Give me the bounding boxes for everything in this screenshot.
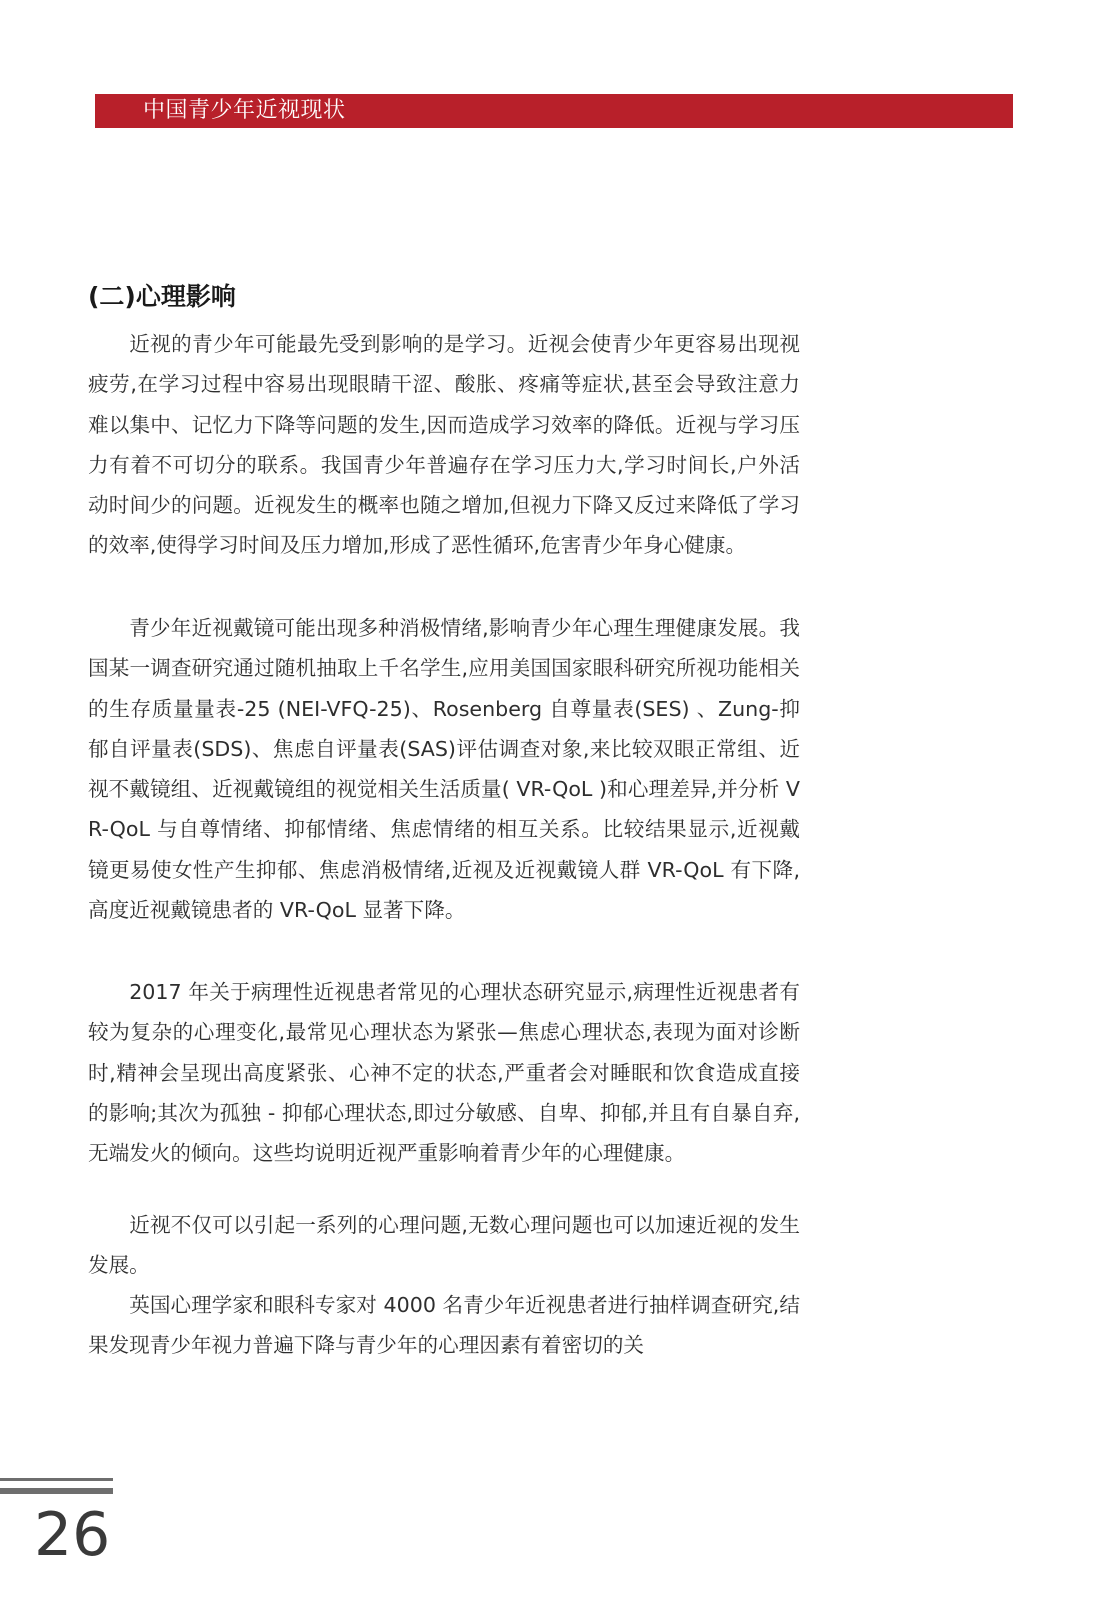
paragraph-5: 英国心理学家和眼科专家对 4000 名青少年近视患者进行抽样调查研究,结果发现青少年视力普遍下降与青少年的心理因素有着密切的关 [88, 1293, 800, 1358]
section-heading: (二)心理影响 [88, 282, 236, 311]
footer-rule-thick [0, 1488, 113, 1494]
paragraph-4: 近视不仅可以引起一系列的心理问题,无数心理问题也可以加速近视的发生发展。 [88, 1213, 800, 1278]
footer-rule-thin [0, 1478, 113, 1481]
paragraph-1: 近视的青少年可能最先受到影响的是学习。近视会使青少年更容易出现视疲劳,在学习过程中容易出现眼睛干涩、酸胀、疼痛等症状,甚至会导致注意力难以集中、记忆力下降等问题的发生,因而造成学习效率的降低。近视与学习压力有着不可切分的联系。我国青少年普遍存在学习压力大,学习时间长,户外活动时间少的问题。近视发生的概率也随之增加,但视力下降又反过来降低了学习的效率,使得学习时间及压力增加,形成了恶性循环,危害青少年身心健康。 [88, 332, 800, 558]
page-number: 26 [34, 1500, 111, 1570]
header-title: 中国青少年近视现状 [143, 98, 346, 123]
paragraph-3: 2017 年关于病理性近视患者常见的心理状态研究显示,病理性近视患者有较为复杂的心理变化,最常见心理状态为紧张—焦虑心理状态,表现为面对诊断时,精神会呈现出高度紧张、心神不定的状态,严重者会对睡眠和饮食造成直接的影响;其次为孤独 - 抑郁心理状态,即过分敏感、自卑、抑郁,并且有自暴自弃,无端发火的倾向。这些均说明近视严重影响着青少年的心理健康。 [88, 980, 800, 1166]
header-bar [95, 94, 1013, 128]
paragraph-2: 青少年近视戴镜可能出现多种消极情绪,影响青少年心理生理健康发展。我国某一调查研究通过随机抽取上千名学生,应用美国国家眼科研究所视功能相关的生存质量量表-25 (NEI-VFQ-25)、Rosenberg 自尊量表(SES) 、Zung-抑郁自评量表(SDS)、焦虑自评量表(SAS)评估调查对象,来比较双眼正常组、近视不戴镜组、近视戴镜组的视觉相关生活质量( VR-QoL )和心理差异,并分析 VR-QoL 与自尊情绪、抑郁情绪、焦虑情绪的相互关系。比较结果显示,近视戴镜更易使女性产生抑郁、焦虑消极情绪,近视及近视戴镜人群 VR-QoL 有下降,高度近视戴镜患者的 VR-QoL 显著下降。 [88, 616, 800, 923]
